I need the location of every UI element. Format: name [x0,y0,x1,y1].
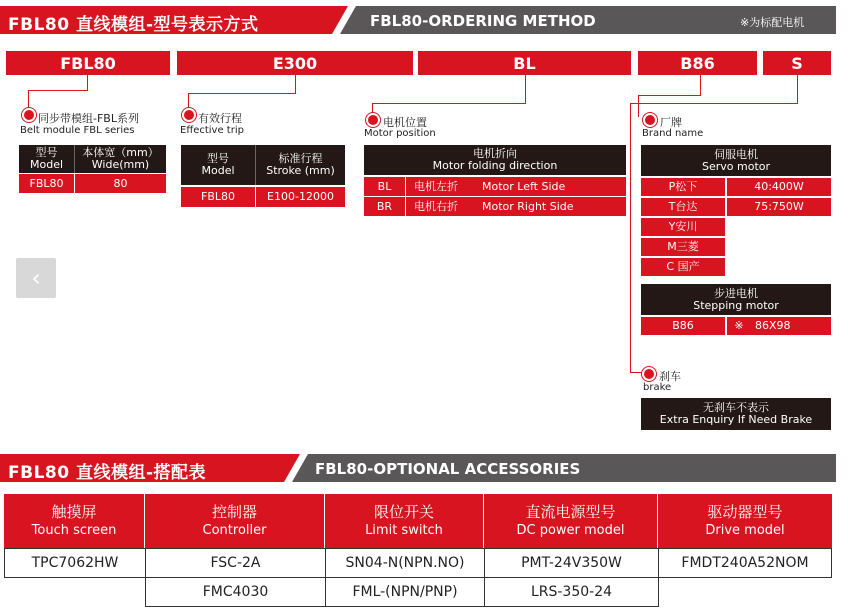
servo-brand-3: M三菱 [641,238,725,256]
ordering-title: FBL80 直线模组-型号表示方式 [8,15,259,35]
trip-label-en: Effective trip [180,125,244,136]
acc-controller-value-2: FMC4030 [145,577,326,607]
trip-head-stroke [256,145,345,185]
acc-header-en: Drive model [705,523,785,538]
acc-header-drive-model [658,494,832,548]
trip-head-model [181,145,256,185]
motor-pos-head-en: Motor folding direction [432,159,558,172]
accessories-banner [0,454,836,482]
trip-row-stroke: E100-12000 [256,187,345,207]
acc-header-zh: 触摸屏 [51,503,97,521]
belt-head-width [75,145,166,173]
belt-label-en: Belt module FBL series [20,125,135,136]
motor-pos-label-zh: 电机位置 [383,116,427,129]
servo-head-zh: 伺服电机 [714,147,758,161]
code-box-e300: E300 [177,51,413,75]
motor-pos-zh-br: 电机右折 [406,197,474,216]
motor-pos-code-br: BR [364,197,406,216]
brake-label-zh: 刹车 [659,370,681,383]
acc-header-en: DC power model [516,523,625,538]
servo-brand-1: T台达 [641,198,725,216]
code-box-b86: B86 [638,51,757,75]
trip-head-model-en: Model [201,164,235,177]
trip-head-stroke-zh: 标准行程 [278,152,323,165]
code-box-bl: BL [418,51,631,75]
bullet-dot [22,108,36,122]
trip-label-zh: 有效行程 [198,112,242,125]
belt-head-model [19,145,75,173]
motor-pos-head [364,145,626,175]
connector-line [700,75,701,95]
bullet-dot [366,113,380,127]
trip-head-stroke-en: Stroke (mm) [266,164,335,177]
acc-touch-screen-value: TPC7062HW [4,548,146,578]
acc-header-zh: 直流电源型号 [525,503,616,521]
connector-line [372,103,526,104]
stepper-spec: 86X98 [751,317,831,335]
acc-header-touch-screen [4,494,145,548]
belt-head-width-en: Wide(mm) [91,158,150,171]
bullet-dot [643,113,657,127]
servo-spec-0: 40:400W [727,178,831,196]
servo-head-en: Servo motor [701,159,771,173]
accessories-subtitle: FBL80-OPTIONAL ACCESSORIES [315,460,581,478]
belt-row-model: FBL80 [19,174,75,193]
acc-dc-power-value-1: PMT-24V350W [484,548,659,578]
bullet-dot [182,108,196,122]
belt-head-width-zh: 本体宽（mm） [82,146,159,159]
chevron-left-icon: ‹ [31,264,41,292]
belt-label-zh: 同步带模组-FBL系列 [38,112,139,125]
connector-line [295,75,296,93]
bullet-dot [642,367,656,381]
acc-drive-model-value: FMDT240A52NOM [658,548,832,578]
connector-line [87,75,88,90]
brake-note-zh: 无刹车不表示 [703,401,769,414]
connector-line [525,75,526,103]
connector-line [188,93,296,94]
stepper-code: B86 [641,317,725,335]
connector-line [638,95,701,96]
servo-brand-0: P松下 [641,178,725,196]
acc-header-en: Limit switch [365,523,443,538]
ordering-subtitle: FBL80-ORDERING METHOD [370,12,596,30]
acc-header-controller [145,494,325,548]
acc-limit-switch-value-2: FML-(NPN/PNP) [325,577,485,607]
motor-pos-head-zh: 电机折向 [473,147,517,160]
stepper-mark: ※ [727,317,751,335]
trip-row-model: FBL80 [181,187,256,207]
trip-head-model-zh: 型号 [207,152,229,165]
brake-label-en: brake [643,382,672,393]
motor-pos-en-br: Motor Right Side [474,197,626,216]
connector-line [638,95,639,117]
stepper-head-zh: 步进电机 [714,286,758,300]
motor-pos-label-en: Motor position [364,128,436,139]
brake-note-en: Extra Enquiry If Need Brake [659,413,813,426]
code-box-s: S [763,51,831,75]
acc-dc-power-value-2: LRS-350-24 [484,577,659,607]
ordering-banner [0,6,836,34]
acc-header-limit-switch [325,494,484,548]
brand-label-en: Brand name [642,128,704,139]
carousel-prev-button[interactable] [16,258,56,298]
acc-limit-switch-value-1: SN04-N(NPN.NO) [325,548,485,578]
servo-spec-1: 75:750W [727,198,831,216]
brand-label-zh: 厂牌 [660,116,682,129]
stepper-head-en: Stepping motor [693,298,779,312]
acc-header-zh: 驱动器型号 [707,503,783,521]
motor-pos-code-bl: BL [364,177,406,196]
connector-line [630,103,631,373]
connector-line [28,90,88,91]
connector-line [797,75,798,103]
servo-head [641,145,831,176]
motor-pos-zh-bl: 电机左折 [406,177,474,196]
brake-note [641,398,831,430]
belt-head-model-en: Model [29,158,64,171]
acc-header-zh: 限位开关 [373,503,434,521]
acc-controller-value-1: FSC-2A [145,548,326,578]
belt-row-width: 80 [75,174,166,193]
acc-header-en: Controller [202,523,267,538]
servo-brand-4: C 国产 [641,258,725,276]
acc-header-zh: 控制器 [211,503,257,521]
servo-brand-2: Y安川 [641,218,725,236]
connector-line [630,103,798,104]
accessories-title: FBL80 直线模组-搭配表 [8,463,207,483]
standard-motor-note: ※为标配电机 [740,16,805,29]
acc-header-dc-power [484,494,658,548]
belt-head-model-zh: 型号 [35,146,58,159]
stepper-head [641,284,831,315]
motor-pos-en-bl: Motor Left Side [474,177,626,196]
code-box-fbl80: FBL80 [6,51,170,75]
acc-header-en: Touch screen [31,523,117,538]
